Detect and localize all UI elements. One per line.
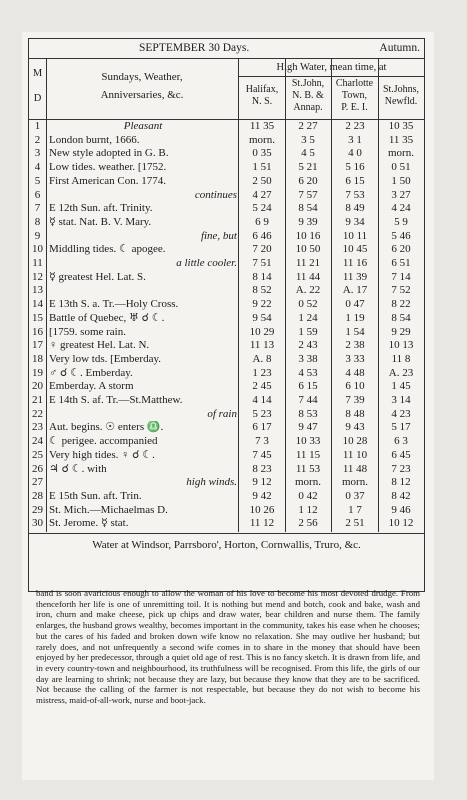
almanac-table (28, 38, 425, 592)
tide-charlottetown: 6 15 (345, 174, 365, 187)
divider (378, 59, 379, 120)
tide-charlottetown: 7 39 (345, 394, 365, 406)
tide-halifax: 8 23 (252, 462, 272, 475)
tide-stjohns-nf: 8 42 (391, 489, 411, 502)
tide-charlottetown: A. 17 (342, 284, 368, 297)
tide-stjohns-nf: 6 51 (391, 257, 411, 269)
day-number: 6 (34, 188, 41, 201)
tide-halifax: morn. (249, 133, 275, 146)
table-row (29, 421, 424, 435)
tide-charlottetown: 10 28 (342, 435, 368, 448)
tide-charlottetown: 7 53 (345, 188, 365, 201)
table-row (29, 326, 424, 340)
tide-stjohns-nf: 8 12 (391, 476, 411, 489)
tide-stjohns-nf: 11 8 (391, 352, 411, 365)
tide-stjohn-nb: morn. (295, 476, 321, 489)
table-row (29, 230, 424, 244)
table-row (29, 284, 424, 298)
day-number: 20 (32, 380, 43, 393)
table-row (29, 504, 424, 518)
day-rows (29, 120, 424, 532)
table-row (29, 202, 424, 216)
tide-halifax: 4 14 (252, 394, 272, 406)
tide-charlottetown: 4 0 (348, 147, 362, 160)
tide-stjohns-nf: 11 35 (388, 133, 414, 146)
tide-stjohn-nb: 10 33 (295, 435, 321, 448)
tide-stjohn-nb: 11 15 (295, 448, 321, 461)
tide-stjohn-nb: 3 5 (301, 133, 315, 146)
tide-halifax: 4 27 (252, 188, 272, 201)
day-number: 8 (34, 215, 41, 228)
day-event: E 13th S. a. Tr.—Holy Cross. (49, 298, 179, 311)
tide-halifax: 9 54 (252, 311, 272, 324)
tide-halifax: 0 35 (252, 147, 272, 160)
tide-stjohn-nb: 11 44 (295, 270, 321, 283)
table-row (29, 353, 424, 367)
day-number: 15 (32, 311, 43, 324)
tide-charlottetown: 10 11 (342, 229, 368, 242)
tide-halifax: 9 22 (252, 298, 272, 311)
table-row (29, 189, 424, 203)
tide-charlottetown: 11 39 (342, 270, 368, 283)
charlottetown-header (331, 76, 378, 121)
tide-stjohns-nf: 5 9 (394, 215, 408, 228)
divider (331, 59, 332, 120)
tide-stjohn-nb: 2 27 (298, 120, 318, 132)
day-event: ☿ stat. Nat. B. V. Mary. (49, 215, 152, 228)
tide-stjohns-nf: 6 3 (394, 435, 408, 448)
table-row (29, 175, 424, 189)
day-event: ☾ perigee. accompanied (49, 435, 158, 448)
tide-stjohn-nb: 7 44 (298, 394, 318, 406)
day-number: 21 (32, 394, 43, 406)
day-number: 26 (32, 462, 43, 475)
body-text: band is soon avaricious enough to allow the woman of his love to become his most devoted drudge. From thenceforth her life is one of unremitting toil. It is nothing but mend and botch, cook and bake, wash and iron, churn and make cheese, pick up chips and draw water, bear children and nurse them. The family enlarges, the husband grows wealthy, becomes important in the community, takes his ease when he chooses; but the cares of his faded and broken down wife know no relaxation. She may outlive her husband; but rarely does, and not unfrequently a second wife comes in to share in the money that should have been enjoyed by her predecessor, through a quiet old age of rest. This is no fancy sketch. It is drawn from life, and in every country-town and neighbourhood, its truthfulness will be recognised. From this life, the girls of our day are learning to shrink; not because they are lazy, but because they know that they are to be sacrificed. Not because the calling of the farmer is not respectable, but because they do not wish to become his mistress, maid-of-all-work, nurse and boot-jack. (36, 588, 420, 706)
season-label: Autumn. (379, 42, 420, 54)
tide-charlottetown: 9 43 (345, 421, 365, 434)
month-header (29, 39, 424, 59)
table-row (29, 517, 424, 531)
tide-halifax: 6 17 (252, 421, 272, 434)
tide-stjohns-nf: 5 17 (391, 421, 411, 434)
table-row (29, 463, 424, 477)
tide-halifax: 5 23 (252, 407, 272, 420)
tide-charlottetown: 5 16 (345, 161, 365, 174)
tide-stjohn-nb: 4 53 (298, 366, 318, 379)
tide-stjohns-nf: 10 13 (388, 339, 414, 352)
events-header (46, 59, 239, 119)
tide-stjohn-nb: 0 52 (298, 298, 318, 311)
tide-stjohn-nb: 11 21 (295, 257, 321, 269)
tide-charlottetown: 11 16 (342, 257, 368, 269)
tide-stjohn-nb: 4 5 (301, 147, 315, 160)
column-headers (29, 59, 424, 120)
stjohn-line3: Annap. (293, 102, 323, 113)
table-row (29, 243, 424, 257)
tide-charlottetown: 10 45 (342, 243, 368, 256)
table-row (29, 476, 424, 490)
tide-stjohns-nf: A. 23 (388, 366, 414, 379)
tide-halifax: 9 12 (252, 476, 272, 489)
day-number: 1 (34, 120, 41, 132)
events-header-line1: Sundays, Weather, (101, 71, 183, 83)
table-row (29, 449, 424, 463)
tide-charlottetown: 3 33 (345, 352, 365, 365)
table-row (29, 435, 424, 449)
day-event: Very high tides. ♀ ☌ ☾. (49, 448, 155, 461)
tide-charlottetown: 8 48 (345, 407, 365, 420)
tide-halifax: 7 20 (252, 243, 272, 256)
tide-halifax: 11 12 (249, 517, 275, 530)
stjohns-line1: St.Johns, (382, 84, 420, 95)
tide-halifax: 10 29 (249, 325, 275, 338)
tide-stjohn-nb: 3 38 (298, 352, 318, 365)
table-row (29, 490, 424, 504)
day-number: 16 (32, 325, 43, 338)
tide-stjohns-nf: 5 46 (391, 229, 411, 242)
divider (285, 59, 286, 120)
table-row (29, 147, 424, 161)
tide-stjohns-nf: 8 54 (391, 311, 411, 324)
day-number: 27 (32, 476, 43, 489)
day-number: 4 (34, 161, 41, 174)
tide-stjohn-nb: 11 53 (295, 462, 321, 475)
day-number: 10 (32, 243, 43, 256)
tide-charlottetown: 3 1 (348, 133, 362, 146)
tide-stjohns-nf: 7 14 (391, 270, 411, 283)
day-number: 28 (32, 489, 43, 502)
day-event: New style adopted in G. B. (49, 147, 169, 160)
tide-stjohn-nb: 6 20 (298, 174, 318, 187)
tide-stjohn-nb: 1 24 (298, 311, 318, 324)
day-number: 3 (34, 147, 41, 160)
day-event: ♃ ☌ ☾. with (49, 462, 107, 475)
day-number: 18 (32, 352, 43, 365)
table-row (29, 339, 424, 353)
tide-halifax: 7 3 (255, 435, 269, 448)
tide-stjohn-nb: 8 53 (298, 407, 318, 420)
tide-stjohns-nf: 10 12 (388, 517, 414, 530)
tide-charlottetown: 11 48 (342, 462, 368, 475)
day-number: 13 (32, 284, 43, 297)
tide-halifax: 7 45 (252, 448, 272, 461)
day-event: First American Con. 1774. (49, 174, 167, 187)
tide-stjohns-nf: 9 29 (391, 325, 411, 338)
tide-stjohns-nf: 4 23 (391, 407, 411, 420)
day-event: Emberday. A storm (49, 380, 134, 393)
day-number: 30 (32, 517, 43, 530)
halifax-line2: N. S. (251, 96, 273, 107)
tide-charlottetown: morn. (342, 476, 368, 489)
tide-stjohn-nb: 2 56 (298, 517, 318, 530)
table-row (29, 298, 424, 312)
tide-stjohns-nf: 6 20 (391, 243, 411, 256)
table-row (29, 257, 424, 271)
tide-stjohns-nf: 7 52 (391, 284, 411, 297)
tide-stjohns-nf: 3 27 (391, 188, 411, 201)
day-event: [1759. some rain. (49, 325, 126, 338)
day-event: Middling tides. ☾ apogee. (49, 243, 166, 256)
tide-stjohns-nf: 9 46 (391, 503, 411, 516)
day-number: 5 (34, 174, 41, 187)
day-event: of rain (207, 407, 237, 420)
tide-halifax: 9 42 (252, 489, 272, 502)
stjohns-line2: Newfld. (384, 96, 418, 107)
day-event: E 15th Sun. aft. Trin. (49, 489, 142, 502)
tide-stjohn-nb: 2 43 (298, 339, 318, 352)
tide-stjohn-nb: 9 47 (298, 421, 318, 434)
tide-charlottetown: 1 54 (345, 325, 365, 338)
day-event: Very low tds. [Emberday. (49, 352, 162, 365)
almanac-page (22, 32, 434, 780)
high-water-header: High Water, mean time, at (239, 59, 424, 77)
day-event: St. Jerome. ☿ stat. (49, 517, 129, 530)
tide-charlottetown: 9 34 (345, 215, 365, 228)
table-row (29, 408, 424, 422)
day-number: 22 (32, 407, 43, 420)
tide-stjohns-nf: 0 51 (391, 161, 411, 174)
tide-halifax: 11 35 (249, 120, 275, 132)
tide-halifax: 6 9 (255, 215, 269, 228)
day-number: 25 (32, 448, 43, 461)
tide-charlottetown: 11 10 (342, 448, 368, 461)
tide-stjohns-nf: 10 35 (388, 120, 414, 132)
tide-charlottetown: 2 51 (345, 517, 365, 530)
day-event: E 12th Sun. aft. Trinity. (49, 202, 153, 215)
charlottetown-line3: P. E. I. (341, 102, 368, 113)
day-number: 24 (32, 435, 43, 448)
tide-charlottetown: 6 10 (345, 380, 365, 393)
tide-charlottetown: 0 37 (345, 489, 365, 502)
tide-stjohn-nb: 1 59 (298, 325, 318, 338)
day-number: 12 (32, 270, 43, 283)
day-number: 14 (32, 298, 43, 311)
tide-stjohn-nb: A. 22 (295, 284, 321, 297)
tide-halifax: 7 51 (252, 257, 272, 269)
table-row (29, 134, 424, 148)
day-event: continues (194, 188, 237, 201)
tide-stjohns-nf: 3 14 (391, 394, 411, 406)
tide-stjohn-nb: 1 12 (298, 503, 318, 516)
tide-stjohn-nb: 9 39 (298, 215, 318, 228)
tide-stjohn-nb: 7 57 (298, 188, 318, 201)
tide-halifax: 1 23 (252, 366, 272, 379)
tide-halifax: 8 52 (252, 284, 272, 297)
tide-charlottetown: 1 7 (348, 503, 362, 516)
tide-halifax: 10 26 (249, 503, 275, 516)
tide-halifax: 6 46 (252, 229, 272, 242)
day-number: 2 (34, 133, 41, 146)
month-title: SEPTEMBER 30 Days. (139, 42, 250, 54)
day-number: 19 (32, 366, 43, 379)
tide-stjohns-nf: 6 45 (391, 448, 411, 461)
day-event: ♀ greatest Hel. Lat. N. (49, 339, 150, 352)
md-header (29, 59, 47, 119)
tide-halifax: 5 24 (252, 202, 272, 215)
stjohn-line1: St.John, (291, 78, 325, 89)
day-number: 7 (34, 202, 41, 215)
day-event: Pleasant (123, 120, 163, 132)
tide-stjohn-nb: 8 54 (298, 202, 318, 215)
d-label: D (33, 93, 42, 104)
stjohn-line2: N. B. & (292, 90, 324, 101)
tide-stjohns-nf: morn. (388, 147, 414, 160)
tide-stjohns-nf: 1 50 (391, 174, 411, 187)
day-number: 23 (32, 421, 43, 434)
tide-stjohns-nf: 7 23 (391, 462, 411, 475)
tide-halifax: 2 50 (252, 174, 272, 187)
charlottetown-line2: Town, (341, 90, 368, 101)
day-number: 11 (32, 257, 43, 269)
table-row (29, 161, 424, 175)
table-row (29, 120, 424, 134)
day-event: fine, but (200, 229, 237, 242)
tide-halifax: A. 8 (252, 352, 272, 365)
tide-charlottetown: 2 38 (345, 339, 365, 352)
day-event: Low tides. weather. [1752. (49, 161, 167, 174)
day-number: 9 (34, 229, 41, 242)
table-row (29, 312, 424, 326)
tide-charlottetown: 8 49 (345, 202, 365, 215)
halifax-line1: Halifax, (245, 84, 279, 95)
tide-charlottetown: 4 48 (345, 366, 365, 379)
day-event: a little cooler. (176, 257, 237, 269)
day-event: London burnt, 1666. (49, 133, 140, 146)
day-number: 17 (32, 339, 43, 352)
table-row (29, 216, 424, 230)
tide-stjohns-nf: 1 45 (391, 380, 411, 393)
table-row (29, 271, 424, 285)
tide-stjohn-nb: 6 15 (298, 380, 318, 393)
day-event: high winds. (186, 476, 237, 489)
day-event: Battle of Quebec, ♅ ☌ ☾. (49, 311, 165, 324)
table-row (29, 367, 424, 381)
charlottetown-line1: Charlotte (335, 78, 374, 89)
day-event: ♂ ☌ ☾. Emberday. (49, 366, 133, 379)
stjohn-nb-header (285, 76, 331, 121)
day-event: St. Mich.—Michaelmas D. (49, 503, 168, 516)
day-event: ☿ greatest Hel. Lat. S. (49, 270, 146, 283)
tide-halifax: 11 13 (249, 339, 275, 352)
tide-stjohn-nb: 10 16 (295, 229, 321, 242)
tide-stjohns-nf: 8 22 (391, 298, 411, 311)
table-row (29, 394, 424, 408)
tide-halifax: 2 45 (252, 380, 272, 393)
tide-halifax: 8 14 (252, 270, 272, 283)
events-header-line2: Anniversaries, &c. (100, 89, 184, 101)
day-event: Aut. begins. ☉ enters ♎. (49, 421, 164, 434)
m-label: M (32, 68, 43, 79)
tide-stjohns-nf: 4 24 (391, 202, 411, 215)
tide-charlottetown: 1 19 (345, 311, 365, 324)
tide-halifax: 1 51 (252, 161, 272, 174)
day-event: E 14th S. af. Tr.—St.Matthew. (49, 394, 183, 406)
day-number: 29 (32, 503, 43, 516)
tide-stjohn-nb: 0 42 (298, 489, 318, 502)
tide-stjohn-nb: 5 21 (298, 161, 318, 174)
tide-stjohn-nb: 10 50 (295, 243, 321, 256)
footer-note: Water at Windsor, Parrsboro', Horton, Cornwallis, Truro, &c. (29, 533, 424, 556)
tide-charlottetown: 2 23 (345, 120, 365, 132)
table-row (29, 380, 424, 394)
tide-charlottetown: 0 47 (345, 298, 365, 311)
